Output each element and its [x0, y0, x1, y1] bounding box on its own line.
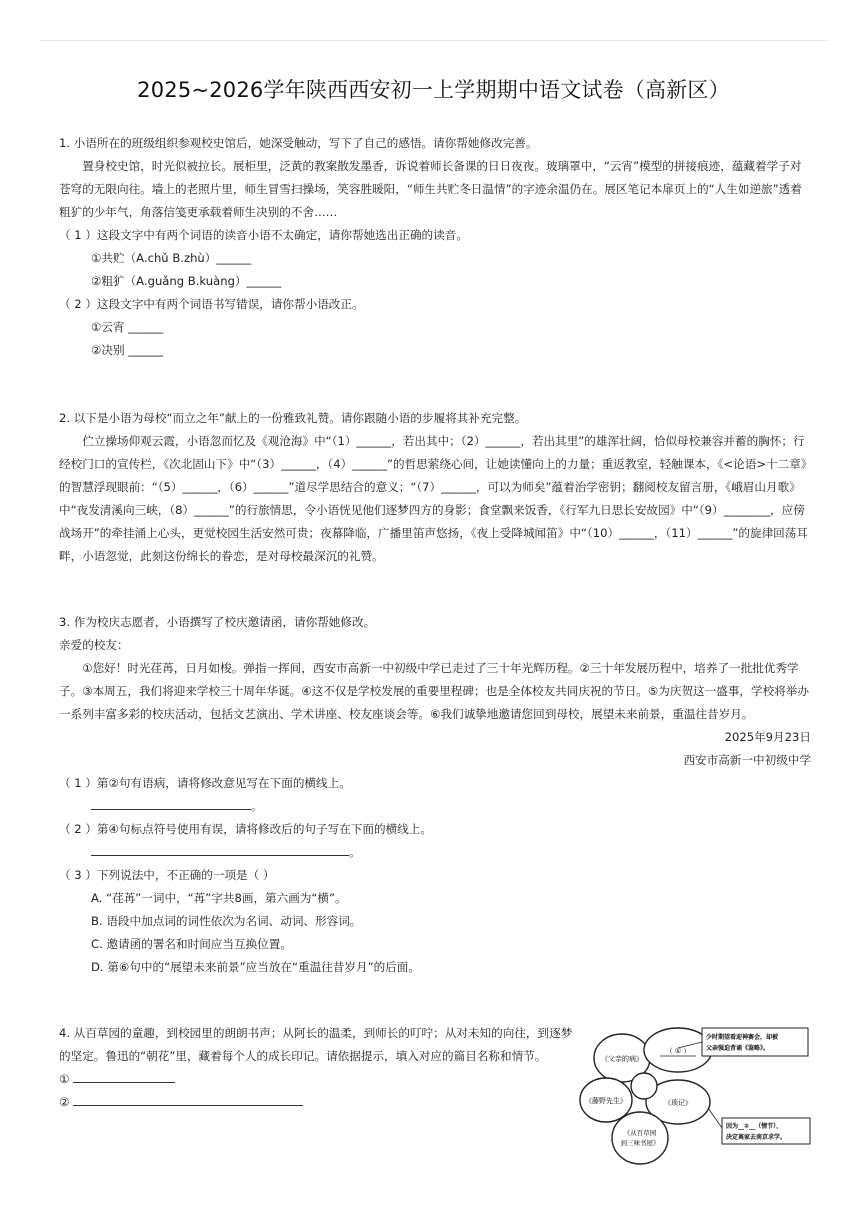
q1-sub2: （ 2 ）这段文字中有两个词语书写错误，请你帮小语改正。 [59, 297, 364, 311]
q1-sub1: （ 1 ）这段文字中有两个词语的读音小语不太确定，请你帮她选出正确的读音。 [59, 228, 468, 242]
q1-stem: 1. 小语所在的班级组织参观校史馆后，她深受触动，写下了自己的感悟。请你帮她修改完善。 [59, 136, 538, 150]
q3-letter: ①您好！时光荏苒，日月如梭。弹指一挥间，西安市高新一中初级中学已走过了三十年光辉历程。②三十年发展历程中，培养了一批批优秀学子。③本周五，我们将迎来学校三十周年华诞。④这不仅是学校发展的重要里程碑；也是全体校友共同庆祝的节日。⑤为庆贺这一盛事，学校将举办一系列丰富多彩的校庆活动，包括文艺演出、学术讲座、校友座谈会等。⑥我们诚挚地邀请您回到母校，展望未来前景，重温往昔岁月。 [59, 661, 809, 721]
label-baicao-1: 《从百草园 [623, 1129, 657, 1137]
q1-sub1-b: ②粗犷（A.guǎng B.kuàng）______ [91, 274, 282, 288]
q3-greeting: 亲爱的校友： [59, 638, 129, 652]
q3-option-b[interactable]: B. 语段中加点词的词性依次为名词、动词、形容词。 [91, 914, 362, 928]
q1-sub2-b: ②决别 ______ [91, 343, 164, 357]
question-4 [59, 1022, 579, 1114]
q1-sub2-a: ①云宵 ______ [91, 320, 164, 334]
answer-line-3-1[interactable] [91, 797, 251, 810]
q2-stem: 2. 以下是小语为母校“而立之年”献上的一份雅致礼赞。请你跟随小语的步履将其补充完整。 [59, 411, 527, 425]
q4-stem: 4. 从百草园的童趣，到校园里的朗朗书声；从阿长的温柔，到师长的叮咛；从对未知的向往，到逐梦的坚定。鲁迅的“朝花”里，藏着每个人的成长印记。请依据提示，填入对应的篇目名称和情节。 [59, 1026, 573, 1063]
answer-line-4-1[interactable] [73, 1070, 175, 1083]
flower-diagram [578, 1020, 818, 1170]
question-2 [59, 407, 811, 568]
note-bottom-line2: 决定离家去南京求学。 [726, 1134, 787, 1141]
q1-sub1-a: ①共贮（A.chǔ B.zhù）______ [91, 251, 252, 265]
q3-date: 2025年9月23日 [724, 730, 811, 744]
top-divider [40, 40, 827, 41]
q3-sender: 西安市高新一中初级中学 [683, 753, 811, 767]
q3-sub1: （ 1 ）第②句有语病，请将修改意见写在下面的横线上。 [59, 776, 351, 790]
label-baicao-2: 到三味书屋》 [620, 1139, 660, 1147]
q3-option-a[interactable]: A. “荏苒”一词中，“苒”字共8画，第六画为“横”。 [91, 891, 347, 905]
question-1 [59, 132, 811, 362]
note-top-line2: 父亲强迫背诵《鉴略》。 [706, 1045, 770, 1052]
label-center-blank: （ ① ） [665, 1047, 691, 1055]
note-bottom-line1: 因为__②__（情节）， [726, 1123, 783, 1130]
q1-passage: 置身校史馆，时光似被拉长。展柜里，泛黄的教案散发墨香，诉说着师长备课的日日夜夜。玻璃罩中，“云宵”模型的拼接痕迹，蕴藏着学子对苍穹的无限向往。墙上的老照片里，师生冒雪扫操场，笑容胜暖阳，“师生共贮冬日温情”的字迹余温仍在。展区笔记本扉页上的“人生如逆旅”透着粗犷的少年气，角落信笺更承载着师生决别的不舍…… [59, 159, 802, 219]
petal-baicao [612, 1112, 668, 1164]
note-top-line1: 少时期望看迎神赛会，却被 [706, 1034, 779, 1041]
q2-passage: 伫立操场仰观云霞，小语忽而忆及《观沧海》中“（1）______，若出其中；（2）______，若出其里”的雄浑壮阔，恰似母校兼容并蓄的胸怀；行经校门口的宣传栏，《次北固山下》中“（3）______，（4）______”的哲思萦绕心间，让她读懂向上的力量；重返教室，轻触课本，《<论语>十二章》的智慧浮现眼前：“（5）______，（6）______”道尽学思结合的意义；“（7）______，可以为师矣”蕴着治学密钥；翻阅校友留言册，《峨眉山月歌》中“夜发清溪向三峡，（8）______”的行旅情思，令小语恍见他们逐梦四方的身影；食堂飘来饭香，《行军九日思长安故园》中“（9）________，应傍战场开”的牵挂涌上心头，更觉校园生活安然可贵；夜幕降临，广播里笛声悠扬，《夜上受降城闻笛》中“（10）______，（11）______”的旋律回荡耳畔，小语忽觉，此刻这份绵长的眷恋，是对母校最深沉的礼赞。 [59, 434, 808, 563]
q3-option-d[interactable]: D. 第⑥句中的“展望未来前景”应当放在“重温往昔岁月”的后面。 [91, 960, 420, 974]
answer-line-3-2[interactable] [91, 843, 349, 856]
q4-line1-label: ① [59, 1072, 70, 1086]
label-suoji: 《琐记》 [664, 1099, 692, 1107]
question-3: 3. 作为校庆志愿者，小语撰写了校庆邀请函，请你帮她修改。 亲爱的校友： ①您好！时光荏苒，日月如梭。弹指一挥间，西安市高新一中初级中学已走过了三十年光辉历程。②三十年发展历程中，培养了一批批优秀学子。③本周五，我们将迎来学校三十周年华诞。④这不仅是学校发展的重要里程碑；也是全体校友共同庆祝的节日。⑤为庆贺这一盛事，学校将举办一系列丰富多彩的校庆活动，包括文艺演出、学术讲座、校友座谈会等。⑥我们诚挚地邀请您回到母校，展望未来前景，重温往昔岁月。 2025年9月23日 西安市高新一中初级中学 （ 1 ）第②句有语病，请将修改意见写在下面的横线上。 。 （ 2 ）第④句标点符号使用有误，请将修改后的句子写在下面的横线上。 。 （ 3 ）下列说法中，不正确的一项是（ ） A. “荏苒”一词中，“苒”字共8画，第六画为“横”。 B. 语段中加点词的词性依次为名词、动词、形容词。 C. 邀请函的署名和时间应当互换位置。 D. 第⑥句中的“展望未来前景”应当放在“重温往昔岁月”的后面。 [59, 611, 811, 979]
q3-stem: 3. 作为校庆志愿者，小语撰写了校庆邀请函，请你帮她修改。 [59, 615, 376, 629]
q3-sub2: （ 2 ）第④句标点符号使用有误，请将修改后的句子写在下面的横线上。 [59, 822, 432, 836]
flower-center [631, 1073, 657, 1099]
q3-sub3: （ 3 ）下列说法中，不正确的一项是（ ） [59, 868, 275, 882]
q4-line2-label: ② [59, 1095, 70, 1109]
page-title: 2025~2026学年陕西西安初一上学期期中语文试卷（高新区） [137, 78, 730, 102]
label-father: 《父亲的病》 [601, 1055, 643, 1063]
answer-line-4-2[interactable] [73, 1093, 303, 1106]
label-fujino: 《藤野先生》 [585, 1097, 627, 1105]
q3-option-c[interactable]: C. 邀请函的署名和时间应当互换位置。 [91, 937, 292, 951]
